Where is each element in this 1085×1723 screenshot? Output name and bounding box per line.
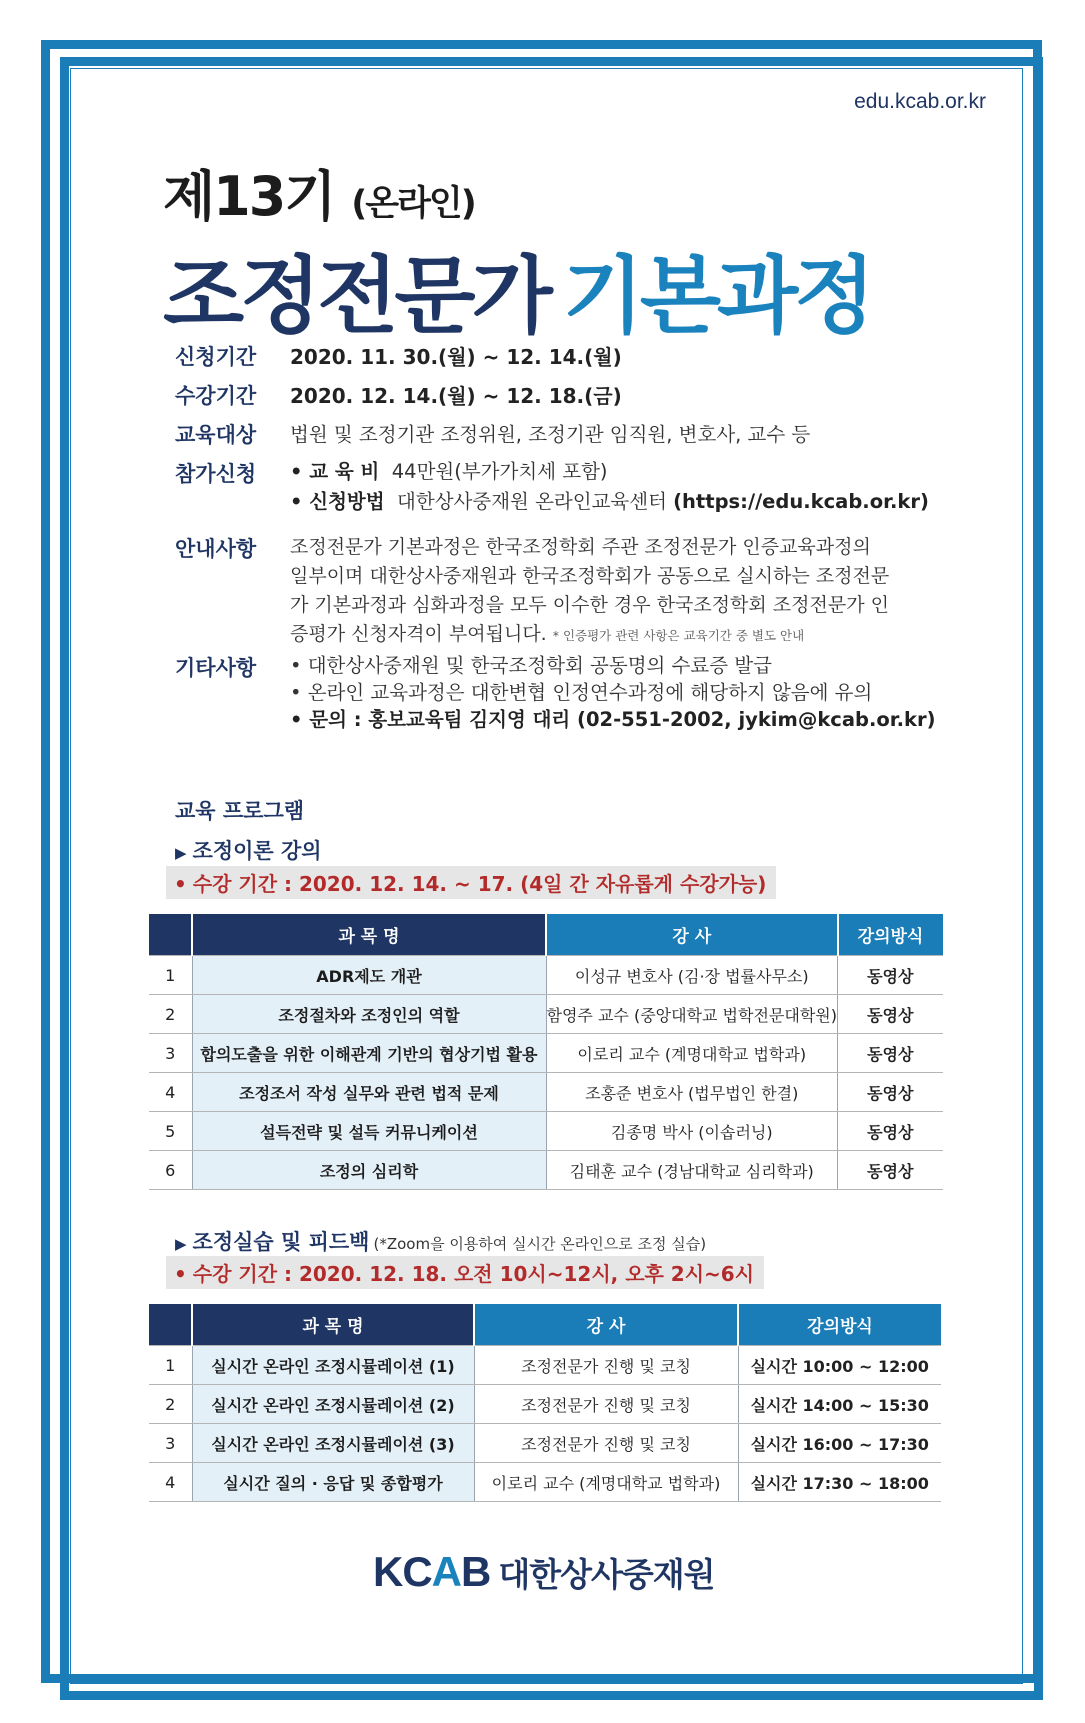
headline-online-tag: (온라인)	[351, 184, 475, 224]
kcab-logo-mark	[373, 1548, 490, 1595]
row-instructor: 김종명 박사 (이솝러닝)	[546, 1112, 838, 1151]
row-method: 동영상	[838, 1112, 943, 1151]
table-row	[149, 1034, 943, 1073]
row-instructor: 김태훈 교수 (경남대학교 심리학과)	[546, 1151, 838, 1190]
row-instructor: 함영주 교수 (중앙대학교 법학전문대학원)	[546, 995, 838, 1034]
table-row	[149, 995, 943, 1034]
section1-period-text: 수강 기간 : 2020. 12. 14. ~ 17. (4일 간 자유롭게 수강가능)	[192, 872, 767, 896]
section2-period	[166, 1256, 764, 1289]
practice-table	[149, 1304, 941, 1502]
headline-title-blue: 기본과정	[562, 247, 872, 345]
row-method: 실시간 16:00 ~ 17:30	[738, 1424, 941, 1463]
notice-body: 조정전문가 기본과정은 한국조정학회 주관 조정전문가 인증교육과정의 일부이며 대한상사중재원과 한국조정학회가 공동으로 실시하는 조정전문가 기본과정과 심화과정을 모두 이수한 경우 한국조정학회 조정전문가 인증평가 신청자격이 부여됩니다.	[290, 536, 890, 645]
notice-small-note: * 인증평가 관련 사항은 교육기간 중 별도 안내	[552, 628, 805, 643]
row-number: 1	[149, 1346, 192, 1385]
info-label: 기타사항	[175, 656, 257, 680]
site-url[interactable]: edu.kcab.or.kr	[854, 90, 986, 113]
kcab-logo	[373, 1548, 715, 1596]
row-number: 3	[149, 1034, 192, 1073]
section2-heading	[175, 1226, 706, 1256]
section2-title: 조정실습 및 피드백	[192, 1230, 370, 1254]
headline-course-title	[163, 229, 871, 350]
row-number: 5	[149, 1112, 192, 1151]
col-instructor: 강 사	[474, 1304, 738, 1346]
table-row	[149, 1463, 941, 1502]
row-subject: ADR제도 개관	[192, 956, 546, 995]
col-method: 강의방식	[838, 914, 943, 956]
row-number: 1	[149, 956, 192, 995]
info-label: 안내사항	[175, 537, 257, 561]
col-number	[149, 914, 192, 956]
triangle-icon: ▶	[175, 844, 187, 862]
row-method: 동영상	[838, 1151, 943, 1190]
row-method: 실시간 14:00 ~ 15:30	[738, 1385, 941, 1424]
row-instructor: 조정전문가 진행 및 코칭	[474, 1346, 738, 1385]
row-instructor: 조정전문가 진행 및 코칭	[474, 1385, 738, 1424]
row-method: 실시간 17:30 ~ 18:00	[738, 1463, 941, 1502]
row-method: 동영상	[838, 956, 943, 995]
table-row	[149, 1385, 941, 1424]
logo-letter-b: B	[461, 1548, 491, 1595]
info-label: 교육대상	[175, 423, 257, 447]
col-subject: 과 목 명	[192, 1304, 474, 1346]
other-item: • 대한상사중재원 및 한국조정학회 공동명의 수료증 발급	[290, 654, 772, 677]
table-row	[149, 1424, 941, 1463]
row-number: 2	[149, 1385, 192, 1424]
row-subject: 조정절차와 조정인의 역할	[192, 995, 546, 1034]
section2-period-text: 수강 기간 : 2020. 12. 18. 오전 10시~12시, 오후 2시~6시	[192, 1262, 755, 1286]
row-number: 2	[149, 995, 192, 1034]
info-value: 2020. 11. 30.(월) ~ 12. 14.(월)	[290, 345, 622, 369]
info-value: 2020. 12. 14.(월) ~ 12. 18.(금)	[290, 384, 622, 408]
table-row	[149, 1346, 941, 1385]
bullet-icon: •	[174, 1262, 187, 1286]
col-number	[149, 1304, 192, 1346]
row-subject: 실시간 온라인 조정시뮬레이션 (3)	[192, 1424, 474, 1463]
row-number: 4	[149, 1463, 192, 1502]
table-row	[149, 1073, 943, 1112]
method-value: 대한상사중재원 온라인교육센터	[397, 490, 667, 513]
info-label: 참가신청	[175, 462, 257, 486]
info-value	[290, 458, 929, 515]
section1-period	[166, 866, 776, 899]
info-label: 신청기간	[175, 345, 257, 369]
headline-session	[163, 154, 475, 231]
fee-line	[290, 458, 929, 485]
row-subject: 설득전략 및 설득 커뮤니케이션	[192, 1112, 546, 1151]
row-number: 4	[149, 1073, 192, 1112]
row-method: 동영상	[838, 995, 943, 1034]
row-subject: 조정의 심리학	[192, 1151, 546, 1190]
section1-heading	[175, 835, 322, 865]
table-row	[149, 1112, 943, 1151]
row-subject: 조정조서 작성 실무와 관련 법적 문제	[192, 1073, 546, 1112]
row-method: 동영상	[838, 1034, 943, 1073]
section2-hint: (*Zoom을 이용하여 실시간 온라인으로 조정 실습)	[373, 1235, 707, 1253]
bullet-icon: •	[174, 872, 187, 896]
logo-letters-kc: KC	[373, 1548, 432, 1595]
contact-line: • 문의 : 홍보교육팀 김지영 대리 (02-551-2002, jykim@kcab.or.kr)	[290, 708, 936, 731]
notice-text	[290, 533, 890, 650]
method-label: • 신청방법	[290, 490, 385, 513]
row-instructor: 이로리 교수 (계명대학교 법학과)	[474, 1463, 738, 1502]
row-subject: 실시간 질의 · 응답 및 종합평가	[192, 1463, 474, 1502]
triangle-icon: ▶	[175, 1235, 187, 1253]
row-instructor: 이로리 교수 (계명대학교 법학과)	[546, 1034, 838, 1073]
row-number: 3	[149, 1424, 192, 1463]
info-value: 법원 및 조정기관 조정위원, 조정기관 임직원, 변호사, 교수 등	[290, 423, 811, 446]
row-subject: 실시간 온라인 조정시뮬레이션 (1)	[192, 1346, 474, 1385]
row-number: 6	[149, 1151, 192, 1190]
headline-title-dark: 조정전문가	[163, 247, 549, 345]
col-subject: 과 목 명	[192, 914, 546, 956]
col-instructor: 강 사	[546, 914, 838, 956]
method-line	[290, 488, 929, 515]
row-instructor: 조홍준 변호사 (법무법인 한결)	[546, 1073, 838, 1112]
program-title: 교육 프로그램	[175, 799, 305, 823]
other-item: • 온라인 교육과정은 대한변협 인정연수과정에 해당하지 않음에 유의	[290, 681, 873, 704]
col-method: 강의방식	[738, 1304, 941, 1346]
headline-session-number: 제13기	[163, 165, 335, 228]
lecture-table	[149, 914, 943, 1190]
info-label: 수강기간	[175, 384, 257, 408]
row-subject: 합의도출을 위한 이해관계 기반의 협상기법 활용	[192, 1034, 546, 1073]
row-subject: 실시간 온라인 조정시뮬레이션 (2)	[192, 1385, 474, 1424]
fee-label: • 교 육 비	[290, 460, 380, 483]
row-instructor: 이성규 변호사 (김·장 법률사무소)	[546, 956, 838, 995]
logo-letter-a: A	[431, 1548, 462, 1595]
row-method: 동영상	[838, 1073, 943, 1112]
row-method: 실시간 10:00 ~ 12:00	[738, 1346, 941, 1385]
table-row	[149, 1151, 943, 1190]
section1-title: 조정이론 강의	[192, 839, 322, 863]
row-instructor: 조정전문가 진행 및 코칭	[474, 1424, 738, 1463]
info-value	[290, 652, 936, 733]
method-url[interactable]: (https://edu.kcab.or.kr)	[673, 490, 929, 513]
table-row	[149, 956, 943, 995]
org-name: 대한상사중재원	[498, 1555, 715, 1594]
fee-value: 44만원(부가가치세 포함)	[391, 460, 608, 483]
